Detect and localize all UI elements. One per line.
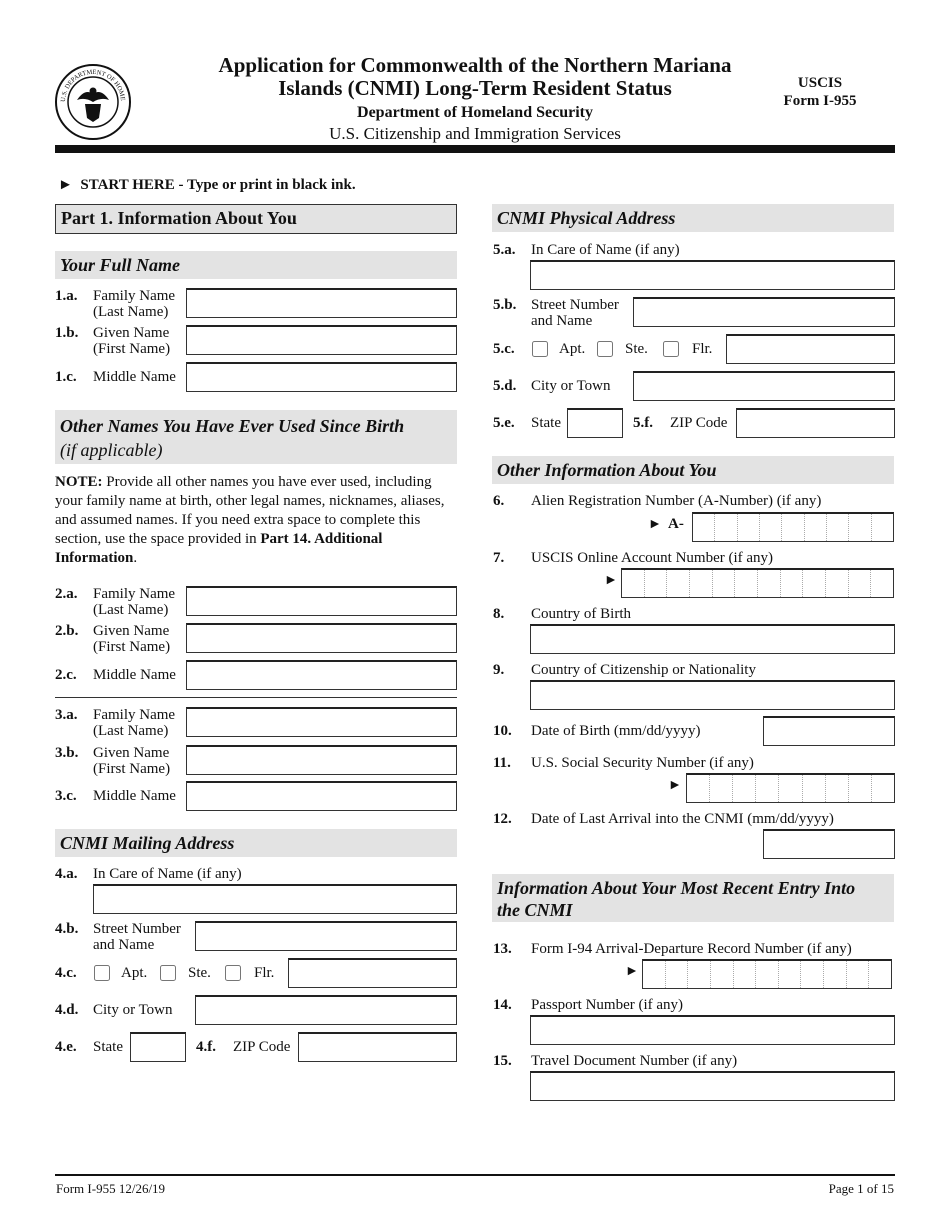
other-family-name-label: Family Name (Last Name)	[93, 707, 176, 739]
citizenship-input[interactable]	[530, 680, 895, 710]
physical-city-input[interactable]	[633, 371, 895, 401]
other-given-name-input-2[interactable]	[186, 745, 457, 775]
item-number: 1.a.	[55, 288, 78, 304]
other-family-name-input-1[interactable]	[186, 586, 457, 616]
item-number: 5.a.	[493, 242, 516, 258]
item-number: 4.b.	[55, 921, 79, 937]
mailing-street-label: Street Number and Name	[93, 921, 181, 953]
item-number: 6.	[493, 493, 505, 509]
item-number: 13.	[493, 941, 512, 957]
form-title	[150, 54, 800, 100]
section-other-information: Other Information About You	[492, 456, 894, 484]
uscis-account-input[interactable]	[621, 568, 894, 598]
physical-state-label: State	[531, 415, 561, 431]
a-number-prefix: A-	[668, 516, 684, 532]
item-number: 1.b.	[55, 325, 79, 341]
mailing-zip-input[interactable]	[298, 1032, 457, 1062]
country-of-birth-input[interactable]	[530, 624, 895, 654]
other-names-title: Other Names You Have Ever Used Since Birth	[60, 416, 405, 436]
passport-number-input[interactable]	[530, 1015, 895, 1045]
mailing-care-of-input[interactable]	[93, 884, 457, 914]
item-number: 4.a.	[55, 866, 78, 882]
department-name: Department of Homeland Security	[357, 104, 593, 121]
title-line-1: Application for Commonwealth of the Northern Mariana	[218, 53, 732, 77]
section-physical-address: CNMI Physical Address	[492, 204, 894, 232]
item-number: 7.	[493, 550, 505, 566]
travel-document-input[interactable]	[530, 1071, 895, 1101]
physical-care-of-input[interactable]	[530, 260, 895, 290]
other-middle-name-input-1[interactable]	[186, 660, 457, 690]
family-name-input[interactable]	[186, 288, 457, 318]
travel-document-label: Travel Document Number (if any)	[531, 1053, 738, 1069]
seal-icon	[55, 64, 131, 140]
middle-name-input[interactable]	[186, 362, 457, 392]
item-number: 14.	[493, 997, 512, 1013]
item-number: 3.b.	[55, 745, 79, 761]
item-number: 4.d.	[55, 1002, 79, 1018]
physical-flr-checkbox[interactable]	[663, 341, 679, 357]
item-number: 2.a.	[55, 586, 78, 602]
item-number: 10.	[493, 723, 512, 739]
apt-label: Apt.	[121, 965, 148, 981]
other-middle-name-label: Middle Name	[93, 667, 176, 683]
item-number: 3.a.	[55, 707, 78, 723]
other-names-subtitle: (if applicable)	[60, 440, 163, 460]
item-number: 5.b.	[493, 297, 517, 313]
middle-name-label: Middle Name	[93, 369, 176, 385]
other-family-name-input-2[interactable]	[186, 707, 457, 737]
physical-zip-input[interactable]	[736, 408, 895, 438]
physical-street-input[interactable]	[633, 297, 895, 327]
given-name-input[interactable]	[186, 325, 457, 355]
item-number: 2.c.	[55, 667, 77, 683]
arrow-icon: ►	[58, 177, 73, 193]
divider	[55, 697, 457, 698]
title-line-2: Islands (CNMI) Long-Term Resident Status	[278, 76, 672, 100]
mailing-apt-checkbox[interactable]	[94, 965, 110, 981]
item-number: 11.	[493, 755, 511, 771]
part1-header: Part 1. Information About You	[55, 204, 457, 234]
ste-label: Ste.	[625, 341, 648, 357]
date-of-birth-label: Date of Birth (mm/dd/yyyy)	[531, 723, 701, 739]
uscis-label: USCIS	[797, 75, 843, 91]
mailing-care-of-label: In Care of Name (if any)	[93, 866, 242, 882]
arrow-icon: ►	[625, 964, 639, 979]
mailing-city-input[interactable]	[195, 995, 457, 1025]
mailing-street-input[interactable]	[195, 921, 457, 951]
mailing-flr-checkbox[interactable]	[225, 965, 241, 981]
a-number-input[interactable]	[692, 512, 894, 542]
flr-label: Flr.	[254, 965, 275, 981]
other-middle-name-input-2[interactable]	[186, 781, 457, 811]
uscis-account-label: USCIS Online Account Number (if any)	[531, 550, 774, 566]
item-number: 12.	[493, 811, 512, 827]
other-family-name-label: Family Name (Last Name)	[93, 586, 176, 618]
footer-form-edition: Form I-955 12/26/19	[56, 1181, 166, 1196]
item-number: 1.c.	[55, 369, 77, 385]
physical-zip-label: ZIP Code	[670, 415, 728, 431]
item-number: 5.f.	[633, 415, 653, 431]
physical-unit-number-input[interactable]	[726, 334, 895, 364]
section-recent-entry	[492, 874, 894, 922]
country-of-birth-label: Country of Birth	[531, 606, 631, 622]
svg-text:U.S. DEPARTMENT OF HOMELAND SE: U.S. DEPARTMENT OF HOME	[59, 68, 127, 103]
date-of-birth-input[interactable]	[763, 716, 895, 746]
item-number: 4.e.	[55, 1039, 77, 1055]
last-arrival-date-input[interactable]	[763, 829, 895, 859]
item-number: 2.b.	[55, 623, 79, 639]
item-number: 4.f.	[196, 1039, 216, 1055]
i94-label: Form I-94 Arrival-Departure Record Number (if any)	[531, 941, 852, 957]
ssn-input[interactable]	[686, 773, 895, 803]
footer-page-number: Page 1 of 15	[828, 1181, 894, 1196]
physical-ste-checkbox[interactable]	[597, 341, 613, 357]
form-number: Form I-955	[783, 93, 857, 109]
section-mailing-address: CNMI Mailing Address	[55, 829, 457, 857]
arrow-icon: ►	[604, 573, 618, 588]
item-number: 15.	[493, 1053, 512, 1069]
mailing-zip-label: ZIP Code	[233, 1039, 291, 1055]
section-other-names	[55, 410, 457, 464]
given-name-label: Given Name (First Name)	[93, 325, 171, 357]
item-number: 9.	[493, 662, 505, 678]
other-given-name-label: Given Name (First Name)	[93, 745, 171, 777]
physical-city-label: City or Town	[531, 378, 611, 394]
citizenship-label: Country of Citizenship or Nationality	[531, 662, 756, 678]
item-number: 5.e.	[493, 415, 515, 431]
header-rule	[55, 145, 895, 153]
item-number: 3.c.	[55, 788, 77, 804]
ste-label: Ste.	[188, 965, 211, 981]
passport-label: Passport Number (if any)	[531, 997, 684, 1013]
a-number-label: Alien Registration Number (A-Number) (if any)	[531, 493, 822, 509]
physical-care-of-label: In Care of Name (if any)	[531, 242, 680, 258]
apt-label: Apt.	[559, 341, 586, 357]
item-number: 5.d.	[493, 378, 517, 394]
arrow-icon: ►	[648, 517, 662, 532]
footer-rule	[55, 1174, 895, 1176]
mailing-ste-checkbox[interactable]	[160, 965, 176, 981]
item-number: 5.c.	[493, 341, 515, 357]
dhs-seal	[55, 64, 131, 140]
other-given-name-label: Given Name (First Name)	[93, 623, 171, 655]
physical-apt-checkbox[interactable]	[532, 341, 548, 357]
ssn-label: U.S. Social Security Number (if any)	[531, 755, 754, 771]
mailing-state-label: State	[93, 1039, 123, 1055]
flr-label: Flr.	[692, 341, 713, 357]
mailing-city-label: City or Town	[93, 1002, 173, 1018]
arrow-icon: ►	[668, 778, 682, 793]
start-here	[58, 177, 356, 194]
physical-street-label: Street Number and Name	[531, 297, 619, 329]
mailing-unit-number-input[interactable]	[288, 958, 457, 988]
item-number: 4.c.	[55, 965, 77, 981]
recent-entry-title-line-2: the CNMI	[497, 900, 573, 920]
item-number: 8.	[493, 606, 505, 622]
start-here-text: START HERE - Type or print in black ink.	[80, 177, 356, 193]
section-your-full-name: Your Full Name	[55, 251, 457, 279]
family-name-label: Family Name (Last Name)	[93, 288, 176, 320]
i94-input[interactable]	[642, 959, 892, 989]
other-names-note: NOTE: Provide all other names you have ever used, including your family name at birth, other legal names, nicknames, aliases, and assumed names. If you need extra space to complete this section, use the space provided in Part 14. Additional Information.	[55, 474, 445, 566]
last-arrival-label: Date of Last Arrival into the CNMI (mm/dd/yyyy)	[531, 811, 834, 827]
recent-entry-title-line-1: Information About Your Most Recent Entry Into	[497, 878, 856, 898]
other-given-name-input-1[interactable]	[186, 623, 457, 653]
mailing-state-input[interactable]	[130, 1032, 186, 1062]
physical-state-input[interactable]	[567, 408, 623, 438]
other-middle-name-label: Middle Name	[93, 788, 176, 804]
agency-name: U.S. Citizenship and Immigration Services	[329, 124, 621, 143]
